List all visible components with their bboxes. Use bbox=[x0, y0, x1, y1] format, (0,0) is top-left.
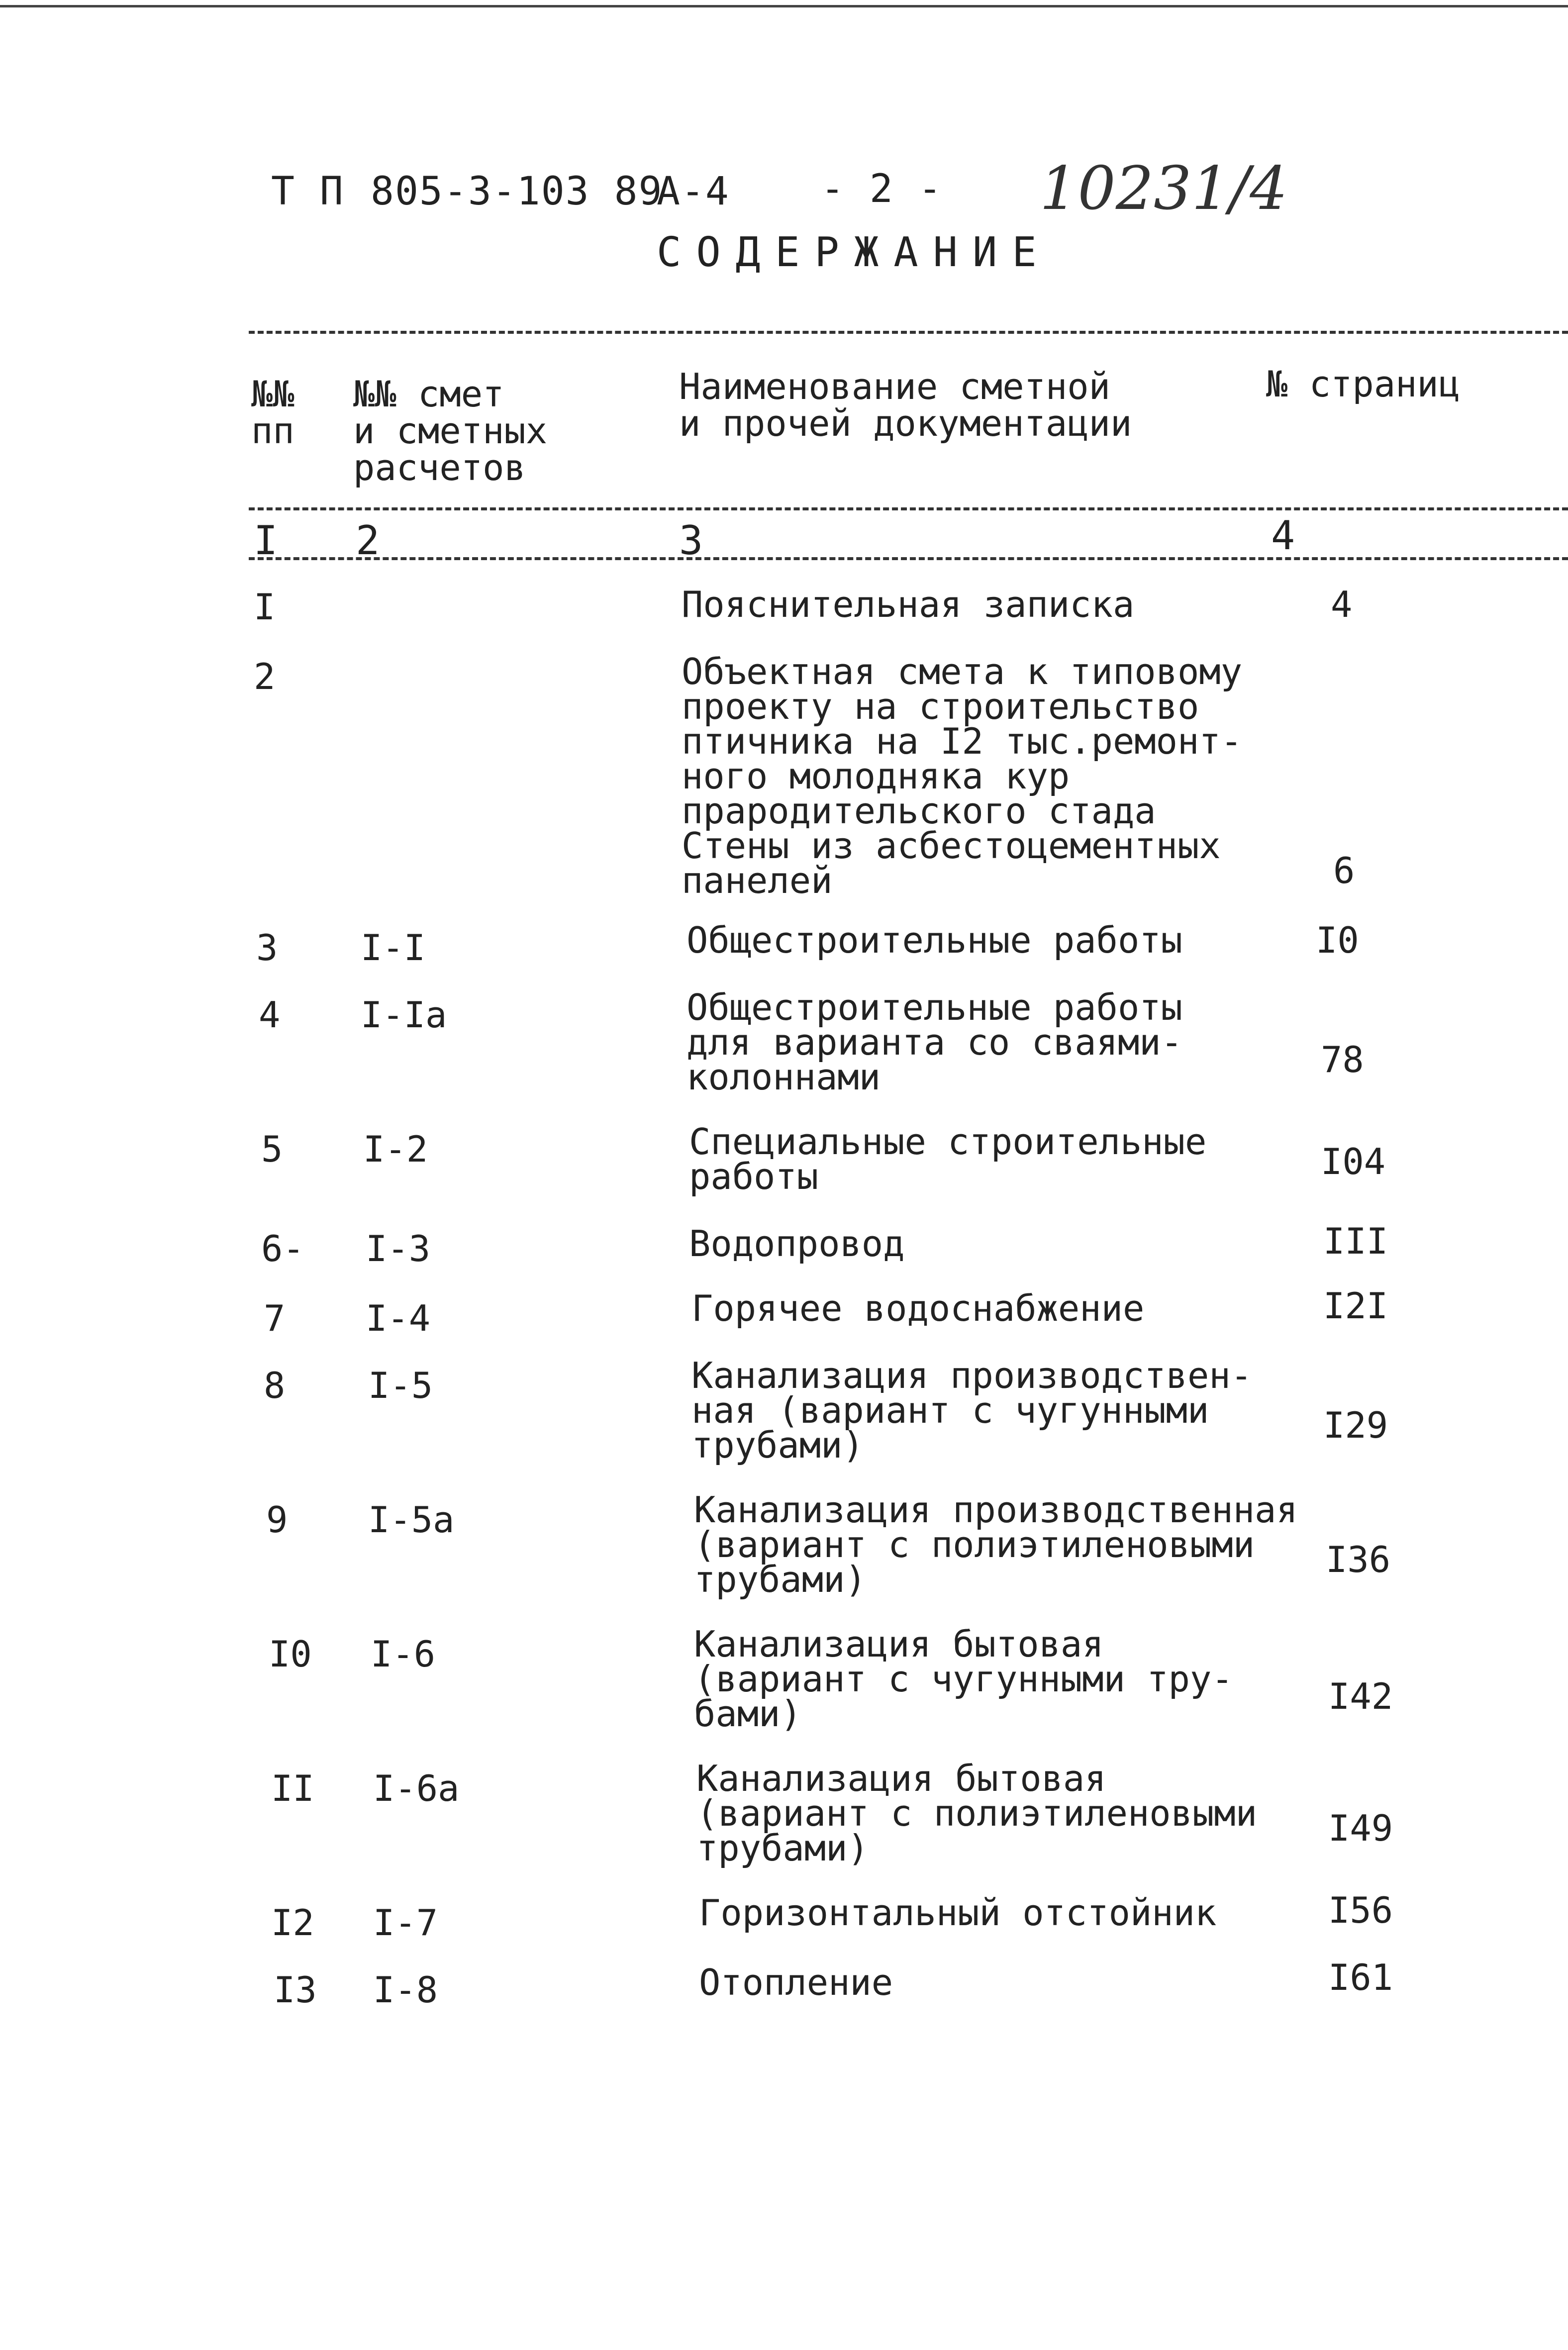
row-1-name: Пояснительная записка bbox=[682, 584, 1135, 625]
row-3-number: 3 bbox=[256, 927, 278, 969]
row-2-name: Объектная смета к типовому проекту на строительство птичника на I2 тыс.ремонт- ного молодняка кур прародительского стада Стены из асбестоцементных панелей bbox=[682, 651, 1243, 901]
album-number: А-4 bbox=[657, 169, 730, 214]
col-header-name: Наименование сметной и прочей документации bbox=[679, 366, 1132, 444]
column-number-2: 2 bbox=[356, 517, 380, 564]
row-3-code: I-I bbox=[361, 927, 426, 969]
row-6-code: I-3 bbox=[366, 1228, 431, 1270]
row-11-page: I49 bbox=[1328, 1807, 1393, 1849]
row-8-number: 8 bbox=[264, 1365, 286, 1406]
row-5-number: 5 bbox=[261, 1128, 283, 1170]
col-header-estimate: №№ смет и сметных расчетов bbox=[353, 373, 548, 489]
row-4-code: I-Iа bbox=[361, 994, 447, 1036]
row-7-page: I2I bbox=[1323, 1285, 1388, 1327]
top-border-line bbox=[0, 5, 1568, 7]
row-8-code: I-5 bbox=[368, 1365, 433, 1406]
row-7-number: 7 bbox=[264, 1297, 286, 1339]
row-5-code: I-2 bbox=[363, 1128, 428, 1170]
row-5-name: Специальные строительные работы bbox=[689, 1121, 1207, 1197]
row-6-page: III bbox=[1323, 1220, 1388, 1262]
col-header-number: №№ пп bbox=[251, 373, 294, 452]
row-8-name: Канализация производствен- ная (вариант с чугунными трубами) bbox=[691, 1355, 1253, 1466]
col-header-pages: № страниц bbox=[1266, 363, 1461, 405]
row-10-number: I0 bbox=[269, 1633, 312, 1675]
row-12-number: I2 bbox=[271, 1902, 314, 1944]
row-11-code: I-6а bbox=[373, 1767, 460, 1809]
row-2-page: 6 bbox=[1333, 850, 1355, 891]
row-1-number: I bbox=[254, 586, 276, 628]
row-11-name: Канализация бытовая (вариант с полиэтиленовыми трубами) bbox=[696, 1758, 1258, 1869]
row-10-page: I42 bbox=[1328, 1675, 1393, 1717]
table-top-rule bbox=[249, 331, 1568, 334]
row-13-code: I-8 bbox=[373, 1969, 438, 2011]
row-3-page: I0 bbox=[1316, 919, 1359, 961]
column-numbers-rule bbox=[249, 557, 1568, 560]
row-13-page: I61 bbox=[1328, 1957, 1393, 1998]
row-4-page: 78 bbox=[1321, 1039, 1364, 1080]
row-13-name: Отопление bbox=[699, 1961, 893, 2003]
row-9-page: I36 bbox=[1326, 1539, 1391, 1580]
row-4-number: 4 bbox=[259, 994, 281, 1036]
doc-type: Т П bbox=[271, 169, 344, 214]
row-6-number: 6- bbox=[261, 1228, 304, 1270]
row-12-page: I56 bbox=[1328, 1889, 1393, 1931]
column-number-3: 3 bbox=[679, 517, 703, 564]
page-title: СОДЕРЖАНИЕ bbox=[657, 229, 1052, 276]
row-10-code: I-6 bbox=[371, 1633, 436, 1675]
column-number-1: I bbox=[254, 517, 278, 564]
page-number: - 2 - bbox=[821, 167, 943, 211]
row-4-name: Общестроительные работы для варианта со сваями- колоннами bbox=[686, 986, 1182, 1098]
row-5-page: I04 bbox=[1321, 1141, 1386, 1182]
column-number-4: 4 bbox=[1271, 512, 1295, 559]
row-9-number: 9 bbox=[266, 1499, 288, 1541]
row-10-name: Канализация бытовая (вариант с чугунными тру- бами) bbox=[694, 1623, 1233, 1735]
row-13-number: I3 bbox=[274, 1969, 317, 2011]
row-3-name: Общестроительные работы bbox=[686, 919, 1182, 961]
row-8-page: I29 bbox=[1323, 1404, 1388, 1446]
row-12-code: I-7 bbox=[373, 1902, 438, 1944]
project-code: 805-3-103 89 bbox=[371, 169, 663, 214]
row-9-code: I-5а bbox=[368, 1499, 455, 1541]
row-7-name: Горячее водоснабжение bbox=[691, 1287, 1145, 1329]
handwritten-inventory-number: 10231/4 bbox=[1040, 154, 1288, 223]
row-11-number: II bbox=[271, 1767, 314, 1809]
row-2-number: 2 bbox=[254, 656, 276, 697]
row-7-code: I-4 bbox=[366, 1297, 431, 1339]
header-bottom-rule bbox=[249, 507, 1568, 510]
row-1-page: 4 bbox=[1331, 584, 1353, 625]
row-6-name: Водопровод bbox=[689, 1223, 905, 1265]
row-12-name: Горизонтальный отстойник bbox=[699, 1892, 1217, 1934]
row-9-name: Канализация производственная (вариант с полиэтиленовыми трубами) bbox=[694, 1489, 1298, 1600]
